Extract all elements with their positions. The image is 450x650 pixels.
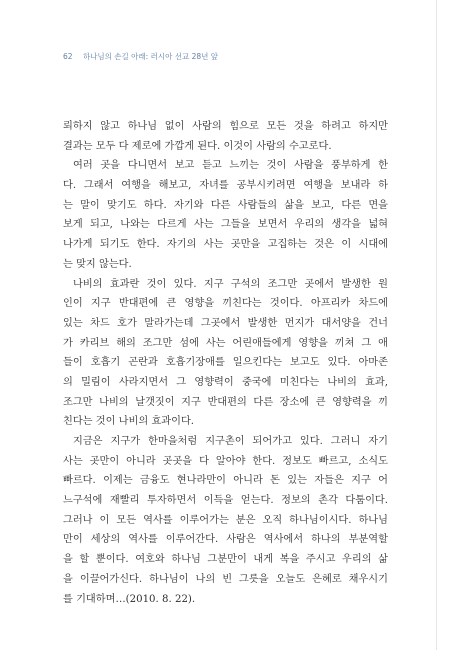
page-number: 62 (63, 52, 73, 61)
text-line: 사는 곳만이 아니라 곳곳을 다 알아야 한다. 정보도 빠르고, 소식도 (63, 455, 388, 467)
text-line: 들이 호흡기 곤란과 호흡기장애를 일으킨다는 보고도 있다. 아마존 (63, 357, 388, 369)
text-line: 을 할 뿐이다. 여호와 하나님 그분만이 내게 복을 주시고 우리의 삶 (63, 554, 388, 566)
text-line: 을 이끌어가신다. 하나님이 나의 빈 그릇을 오늘도 은혜로 채우시기 (63, 573, 388, 585)
text-line: 여러 곳을 다니면서 보고 듣고 느끼는 것이 사람을 풍부하게 한 (73, 160, 388, 172)
text-line: 인이 지구 반대편에 큰 영향을 끼친다는 것이다. 아프리카 차드에 (63, 298, 388, 310)
text-line: 지금은 지구가 한마을처럼 지구촌이 되어가고 있다. 그러니 자기 (73, 436, 388, 447)
text-line: 빠르다. 이제는 금융도 현나라만이 아니라 돈 있는 자들은 지구 어 (63, 475, 388, 487)
body-text (63, 117, 388, 609)
text-line: 친다는 것이 나비의 효과이다. (63, 416, 195, 428)
paragraph (63, 156, 388, 274)
text-line: 의 밀림이 사라지면서 그 영향력이 중국에 미친다는 나비의 효과, (63, 376, 388, 388)
text-line: 보게 되고, 나와는 다르게 사는 그들을 보면서 우리의 생각을 넓혀 (63, 219, 388, 231)
text-line: 조그만 나비의 날갯짓이 지구 반대편의 다른 장소에 큰 영향력을 끼 (63, 396, 388, 408)
text-line: 뢰하지 않고 하나님 없이 사람의 힘으로 모든 것을 하려고 하지만 (63, 121, 388, 132)
text-line: 있는 차드 호가 말라가는데 그곳에서 발생한 먼지가 대서양을 건너 (63, 317, 388, 329)
running-title: 하나님의 손길 아래: 러시아 선교 28년 앞 (82, 52, 218, 61)
paragraph (63, 117, 388, 156)
paragraph (63, 432, 388, 609)
text-line: 나가게 되기도 한다. 자기의 사는 곳만을 고집하는 것은 이 시대에 (63, 239, 388, 251)
text-line: 그러나 이 모든 역사를 이루어가는 분은 오직 하나님이시다. 하나님 (63, 514, 388, 526)
text-line: 다. 그래서 여행을 해보고, 자녀를 공부시키려면 여행을 보내라 하 (63, 180, 388, 192)
text-line: 가 카리브 해의 조그만 섬에 사는 어린애들에게 영향을 끼쳐 그 애 (63, 337, 388, 349)
text-line: 느구석에 재빨리 투자하면서 이득을 얻는다. 정보의 촌각 다툼이다. (63, 495, 388, 507)
paragraph (63, 275, 388, 433)
text-line: 나비의 효과란 것이 있다. 지구 구석의 조그만 곳에서 발생한 원 (73, 278, 388, 290)
text-line: 는 말이 맞기도 하다. 자기와 다른 사람들의 삶을 보고, 다른 면을 (63, 199, 388, 211)
text-line: 를 기대하며…(2010. 8. 22). (63, 593, 196, 605)
text-line: 는 맞지 않는다. (63, 258, 132, 270)
page-edge-divider (436, 0, 437, 650)
text-line: 만이 세상의 역사를 이루어간다. 사람은 역사에서 하나의 부분역할 (63, 534, 388, 546)
text-line: 결과는 모두 다 제로에 가깝게 된다. 이것이 사람의 수고로다. (63, 140, 332, 152)
running-header (63, 51, 218, 62)
